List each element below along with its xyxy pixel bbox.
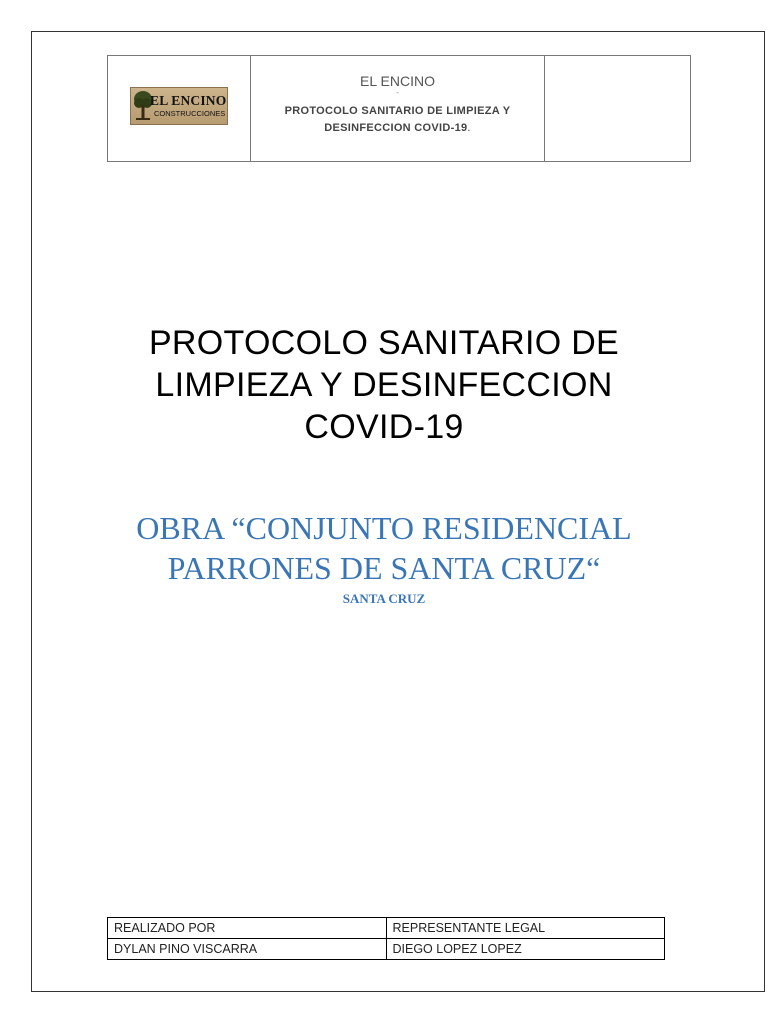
author-name: DYLAN PINO VISCARRA: [108, 939, 387, 960]
header-representante-legal: REPRESENTANTE LEGAL: [386, 918, 665, 939]
project-line-1: OBRA “CONJUNTO RESIDENCIAL: [136, 510, 632, 546]
signature-table: [107, 917, 665, 960]
header-protocol-text: DESINFECCION COVID-19: [324, 121, 468, 134]
title-line-2: LIMPIEZA Y DESINFECCION: [155, 366, 613, 404]
title-line-3: COVID-19: [304, 408, 464, 446]
company-logo: [130, 87, 228, 125]
document-title: [84, 322, 684, 448]
logo-cell: [108, 56, 251, 162]
header-company: EL ENCINO: [360, 72, 435, 89]
project-line-2: PARRONES DE SANTA CRUZ“: [167, 550, 601, 586]
logo-tagline: CONSTRUCCIONES: [154, 109, 226, 118]
project-location: SANTA CRUZ: [342, 591, 426, 606]
title-line-1: PROTOCOLO SANITARIO DE: [148, 324, 620, 362]
legal-representative-name: DIEGO LOPEZ LOPEZ: [386, 939, 665, 960]
header-protocol-line-2: DESINFECCION COVID-19.: [324, 121, 471, 134]
header-title-cell: [251, 56, 545, 162]
project-name: [84, 508, 684, 588]
logo-name: EL ENCINO: [150, 93, 227, 108]
header-table: [107, 55, 691, 162]
header-protocol-line-1: PROTOCOLO SANITARIO DE LIMPIEZA Y: [284, 104, 511, 117]
header-separator: -: [396, 87, 399, 97]
table-row: [108, 939, 665, 960]
table-row: [108, 918, 665, 939]
header-empty-cell: [545, 56, 691, 162]
header-realizado-por: REALIZADO POR: [108, 918, 387, 939]
